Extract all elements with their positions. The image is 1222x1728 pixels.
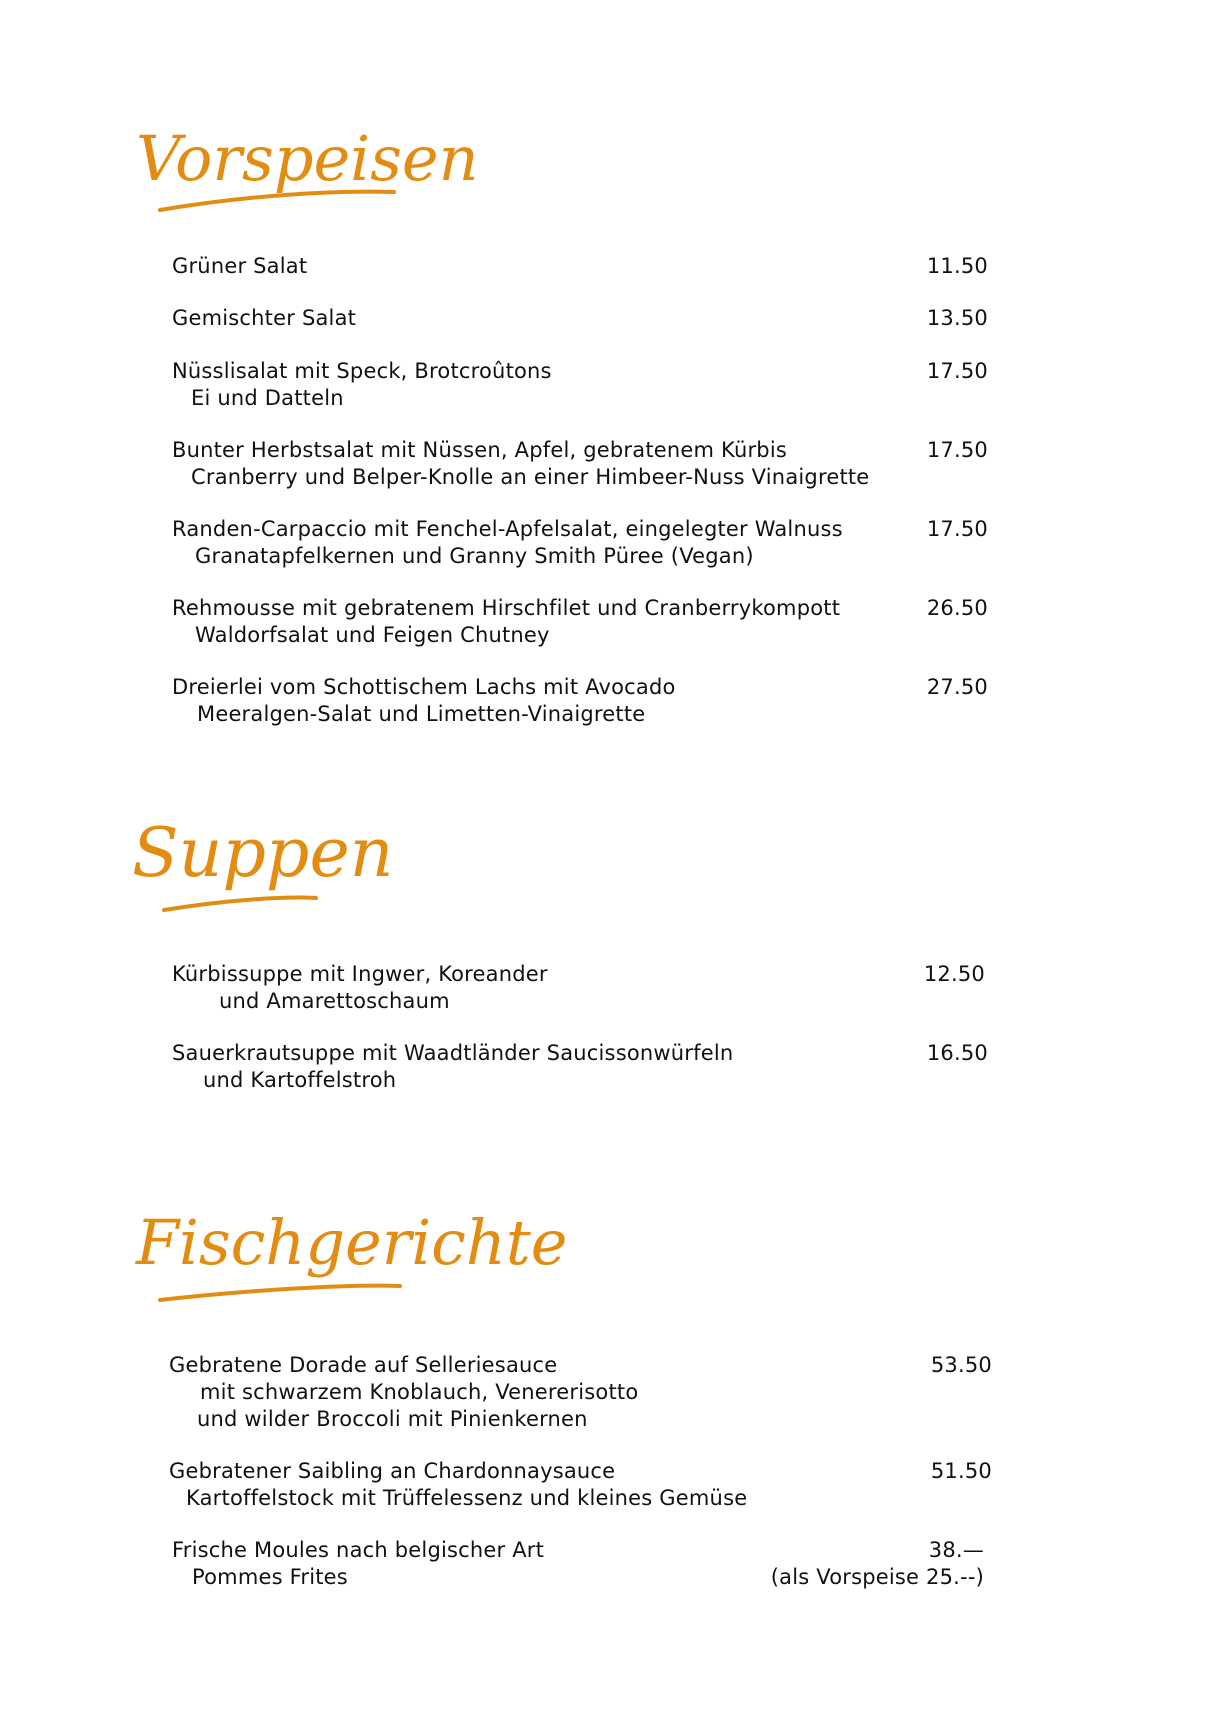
item-description: und Amarettoschaum (219, 989, 450, 1013)
menu-item (172, 305, 356, 332)
item-price: 11.50 (926, 254, 988, 278)
item-name: Gemischter Salat (172, 306, 357, 330)
item-description: Kartoffelstock mit Trüffelessenz und kleines Gemüse (186, 1486, 748, 1510)
item-name: Frische Moules nach belgischer Art (172, 1538, 545, 1562)
item-description: und wilder Broccoli mit Pinienkernen (197, 1407, 588, 1431)
item-price: 12.50 (923, 962, 985, 986)
item-price: 17.50 (926, 438, 988, 462)
item-name: Rehmousse mit gebratenem Hirschfilet und Cranberrykompott (172, 596, 841, 620)
menu-item (172, 358, 552, 412)
item-description: Meeralgen-Salat und Limetten-Vinaigrette (197, 702, 646, 726)
item-name: Gebratene Dorade auf Selleriesauce (169, 1353, 558, 1377)
item-price: 51.50 (930, 1459, 992, 1483)
heading-text: Vorspeisen (136, 122, 479, 195)
item-price: 27.50 (926, 675, 988, 699)
heading-text: Suppen (132, 814, 394, 893)
item-description: Ei und Datteln (191, 386, 344, 410)
menu-item (172, 253, 307, 280)
heading-text: Fischgerichte (136, 1206, 568, 1279)
item-price: 16.50 (926, 1041, 988, 1065)
item-name: Sauerkrautsuppe mit Waadtländer Saucissonwürfeln (172, 1041, 734, 1065)
item-description: mit schwarzem Knoblauch, Venererisotto (200, 1380, 639, 1404)
menu-item (172, 595, 840, 649)
item-description: Cranberry und Belper-Knolle an einer Himbeer-Nuss Vinaigrette (191, 465, 870, 489)
item-price: 38.— (928, 1538, 984, 1562)
item-name: Kürbissuppe mit Ingwer, Koreander (172, 962, 548, 986)
item-name: Nüsslisalat mit Speck, Brotcroûtons (172, 359, 552, 383)
item-price: 17.50 (926, 359, 988, 383)
item-price-note: (als Vorspeise 25.--) (770, 1565, 984, 1589)
item-price: 13.50 (926, 306, 988, 330)
item-description: Granatapfelkernen und Granny Smith Püree (Vegan) (195, 544, 754, 568)
item-name: Bunter Herbstsalat mit Nüssen, Apfel, gebratenem Kürbis (172, 438, 788, 462)
menu-item (172, 516, 843, 570)
item-description: Waldorfsalat und Feigen Chutney (195, 623, 550, 647)
menu-item (172, 961, 548, 1015)
menu-item (172, 1040, 733, 1094)
section-heading-fischgerichte (130, 1200, 568, 1310)
item-name: Gebratener Saibling an Chardonnaysauce (169, 1459, 616, 1483)
item-name: Grüner Salat (172, 254, 308, 278)
item-name: Dreierlei vom Schottischem Lachs mit Avocado (172, 675, 676, 699)
menu-item (172, 674, 676, 728)
item-price: 17.50 (926, 517, 988, 541)
item-description: und Kartoffelstroh (203, 1068, 397, 1092)
section-heading-suppen (126, 808, 394, 918)
menu-item (172, 437, 869, 491)
menu-item (172, 1537, 544, 1591)
menu-item (169, 1352, 638, 1433)
item-name: Randen-Carpaccio mit Fenchel-Apfelsalat, eingelegter Walnuss (172, 517, 843, 541)
item-price: 53.50 (930, 1353, 992, 1377)
item-price: 26.50 (926, 596, 988, 620)
section-heading-vorspeisen (132, 118, 479, 218)
item-description: Pommes Frites (192, 1565, 348, 1589)
menu-item (169, 1458, 747, 1512)
